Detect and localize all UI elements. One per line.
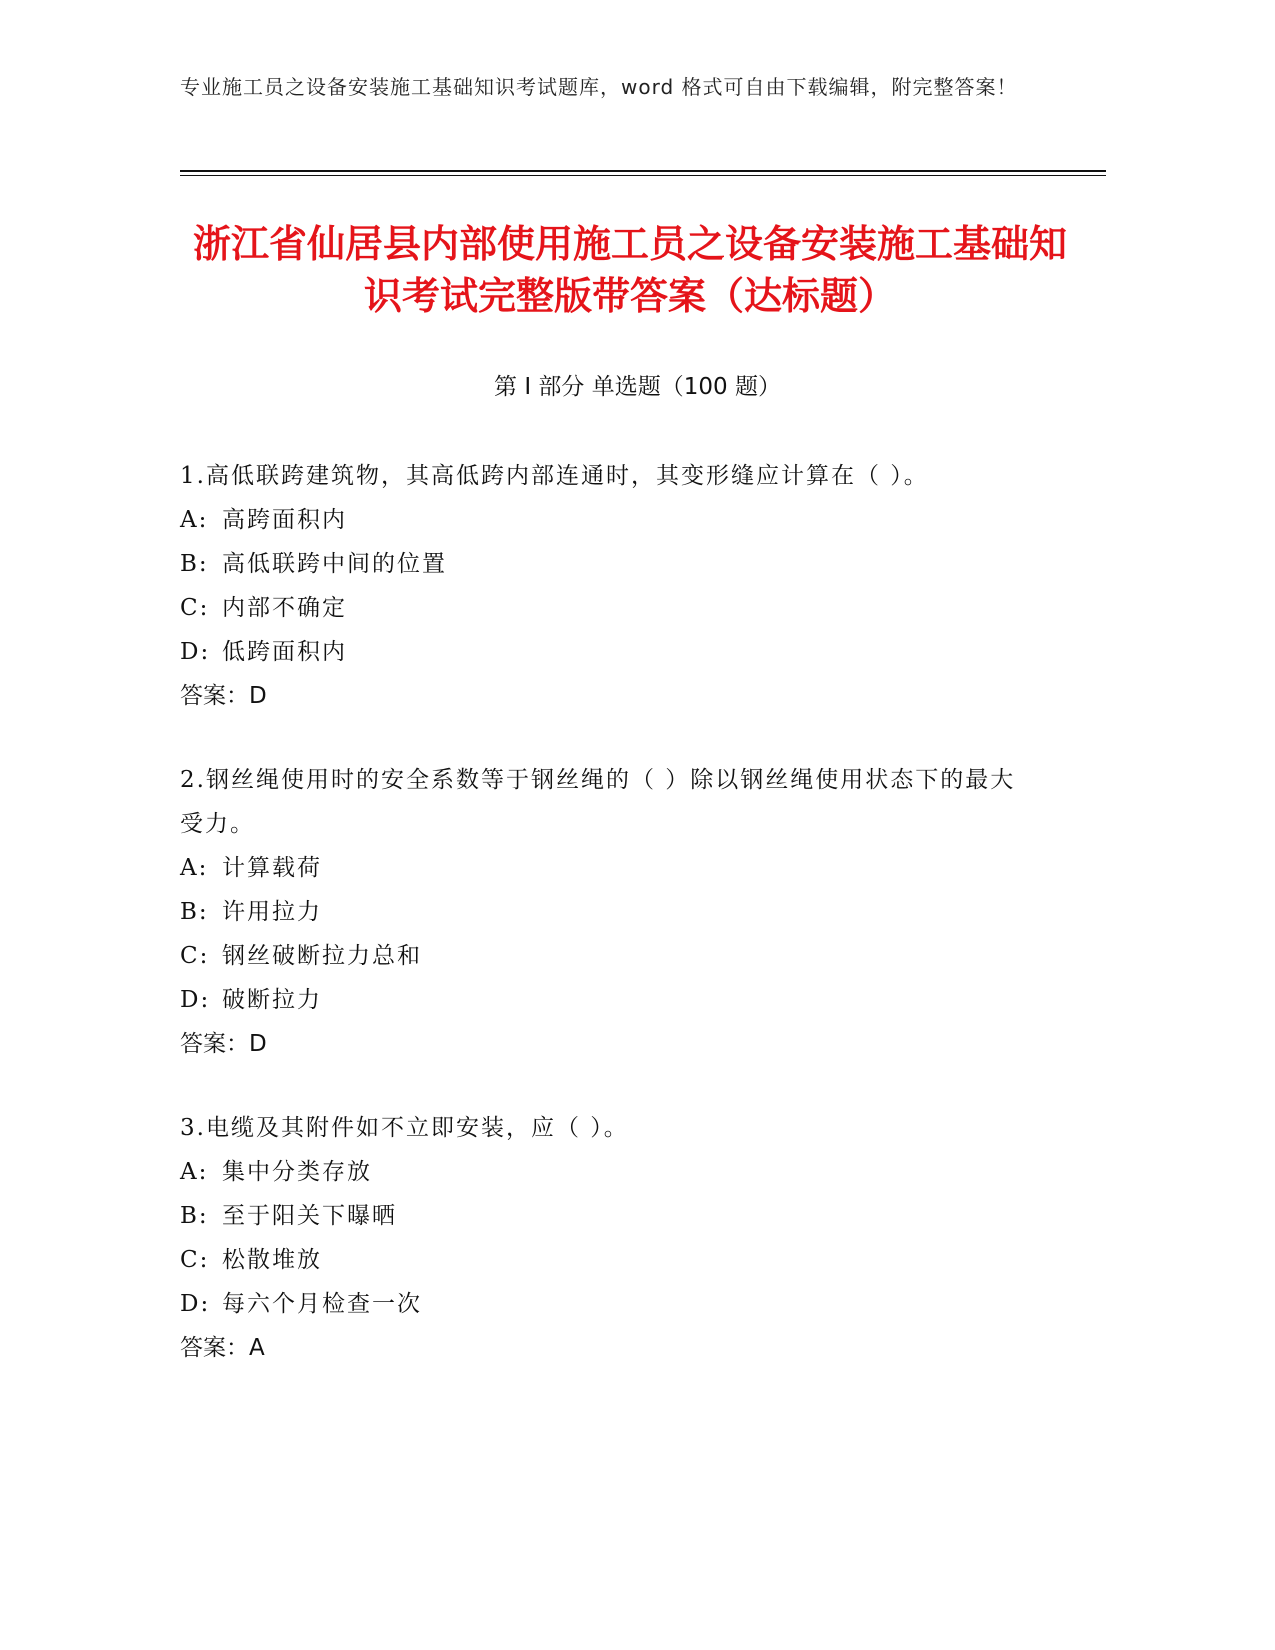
option-c xyxy=(180,586,1040,630)
option-d xyxy=(180,978,1040,1022)
option-d xyxy=(180,630,1040,674)
option-key: A: xyxy=(180,855,209,881)
option-text: 低跨面积内 xyxy=(222,639,347,665)
option-key: C: xyxy=(180,943,210,969)
option-c xyxy=(180,934,1040,978)
option-key: A: xyxy=(180,1159,209,1185)
question-1 xyxy=(180,454,1040,718)
option-text: 至于阳关下曝晒 xyxy=(222,1203,397,1229)
option-text: 破断拉力 xyxy=(222,987,322,1013)
question-3 xyxy=(180,1106,1040,1370)
header-divider-thin xyxy=(180,175,1106,176)
header-divider-thick xyxy=(180,170,1106,172)
option-key: A: xyxy=(180,507,209,533)
option-b xyxy=(180,1194,1040,1238)
option-key: B: xyxy=(180,551,209,577)
option-text: 每六个月检查一次 xyxy=(222,1291,422,1317)
option-text: 钢丝破断拉力总和 xyxy=(222,943,422,969)
answer-line: 答案：D xyxy=(180,683,267,709)
option-text: 许用拉力 xyxy=(222,899,322,925)
option-c xyxy=(180,1238,1040,1282)
option-key: C: xyxy=(180,1247,210,1273)
header-note: 专业施工员之设备安装施工基础知识考试题库，word 格式可自由下载编辑，附完整答案！ xyxy=(180,75,1018,99)
question-2 xyxy=(180,758,1040,1066)
option-b xyxy=(180,890,1040,934)
option-key: B: xyxy=(180,1203,209,1229)
option-text: 计算载荷 xyxy=(222,855,322,881)
document-title: 浙江省仙居县内部使用施工员之设备安装施工基础知识考试完整版带答案（达标题） xyxy=(192,222,1067,318)
option-a xyxy=(180,498,1040,542)
option-key: D: xyxy=(180,987,211,1013)
option-b xyxy=(180,542,1040,586)
question-stem: 1.高低联跨建筑物，其高低跨内部连通时，其变形缝应计算在（ ）。 xyxy=(180,463,929,489)
option-text: 松散堆放 xyxy=(222,1247,322,1273)
option-key: D: xyxy=(180,639,211,665)
option-key: D: xyxy=(180,1291,211,1317)
option-text: 高低联跨中间的位置 xyxy=(222,551,447,577)
option-a xyxy=(180,1150,1040,1194)
question-stem: 2.钢丝绳使用时的安全系数等于钢丝绳的（ ）除以钢丝绳使用状态下的最大受力。 xyxy=(180,767,1016,837)
question-stem: 3.电缆及其附件如不立即安装，应（ ）。 xyxy=(180,1115,629,1141)
option-a xyxy=(180,846,1040,890)
option-key: C: xyxy=(180,595,210,621)
option-text: 高跨面积内 xyxy=(222,507,347,533)
option-key: B: xyxy=(180,899,209,925)
section-heading: 第 I 部分 单选题（100 题） xyxy=(494,374,781,400)
option-d xyxy=(180,1282,1040,1326)
answer-line: 答案：D xyxy=(180,1031,267,1057)
option-text: 集中分类存放 xyxy=(222,1159,372,1185)
option-text: 内部不确定 xyxy=(222,595,347,621)
answer-line: 答案：A xyxy=(180,1335,265,1361)
